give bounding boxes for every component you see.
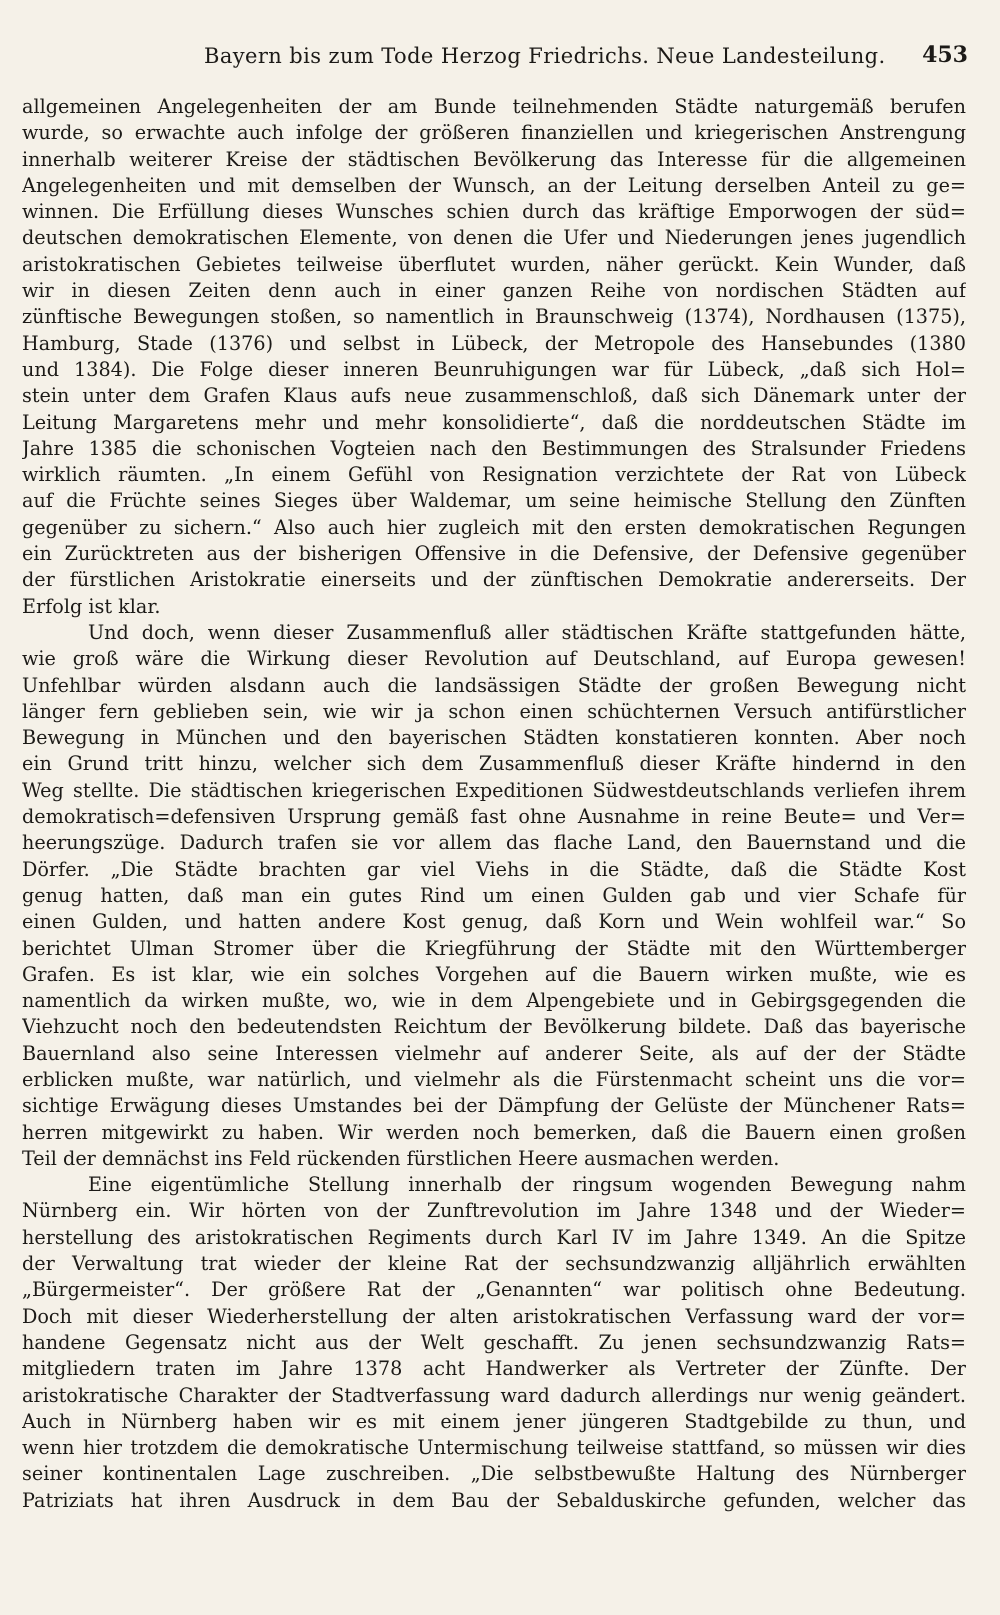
text-line: Jahre 1385 die schonischen Vogteien nach den Bestimmungen des Stralsunder Friedens (22, 436, 966, 460)
text-line: Angelegenheiten und mit demselben der Wunsch, an der Leitung derselben Anteil zu ge= (22, 173, 966, 197)
page-header (24, 40, 968, 76)
text-line: länger fern geblieben sein, wie wir ja schon einen schüchternen Versuch antifürstlicher (22, 699, 966, 723)
text-line: „Bürgermeister“. Der größere Rat der „Genannten“ war politisch ohne Bedeutung. (22, 1278, 966, 1302)
text-line: wie groß wäre die Wirkung dieser Revolution auf Deutschland, auf Europa gewesen! (22, 647, 966, 671)
text-line: Eine eigentümliche Stellung innerhalb der ringsum wogenden Bewegung nahm (88, 1173, 966, 1197)
text-line: handene Gegensatz nicht aus der Welt geschafft. Zu jenen sechsundzwanzig Rats= (22, 1330, 966, 1354)
text-line: zünftische Bewegungen stoßen, so namentlich in Braunschweig (1374), Nordhausen (1375), (22, 305, 966, 329)
text-line: Dörfer. „Die Städte brachten gar viel Viehs in die Städte, daß die Städte Kost (22, 857, 966, 881)
text-line: innerhalb weiterer Kreise der städtischen Bevölkerung das Interesse für die allgemeinen (22, 147, 966, 171)
text-line: Bauernland also seine Interessen vielmehr auf anderer Seite, als auf der der Städte (22, 1041, 966, 1065)
text-line: Bewegung in München und den bayerischen Städten konstatieren konnten. Aber noch (22, 726, 966, 750)
text-line: Nürnberg ein. Wir hörten von der Zunftrevolution im Jahre 1348 und der Wieder= (22, 1199, 966, 1223)
text-line: ein Grund tritt hinzu, welcher sich dem Zusammenfluß dieser Kräfte hindernd in den (22, 752, 966, 776)
text-line: Teil der demnächst ins Feld rückenden fürstlichen Heere ausmachen werden. (22, 1146, 780, 1170)
text-line: Doch mit dieser Wiederherstellung der alten aristokratischen Verfassung ward der vor= (22, 1304, 966, 1328)
text-line: Weg stellte. Die städtischen kriegerischen Expeditionen Südwestdeutschlands verliefen ihrem (22, 778, 966, 802)
text-line: Erfolg ist klar. (22, 594, 161, 618)
text-line: Patriziats hat ihren Ausdruck in dem Bau der Sebalduskirche gefunden, welcher das (22, 1488, 966, 1512)
running-head: Bayern bis zum Tode Herzog Friedrichs. Neue Landesteilung. (204, 44, 886, 68)
text-line: wenn hier trotzdem die demokratische Untermischung teilweise stattfand, so müssen wir dies (22, 1436, 966, 1460)
text-line: deutschen demokratischen Elemente, von denen die Ufer und Niederungen jenes jugendlich (22, 226, 966, 250)
text-line: Hamburg, Stade (1376) und selbst in Lübeck, der Metropole des Hansebundes (1380 (22, 331, 966, 355)
text-line: demokratisch=defensiven Ursprung gemäß fast ohne Ausnahme in reine Beute= und Ver= (22, 805, 966, 829)
text-line: wirklich räumten. „In einem Gefühl von Resignation verzichtete der Rat von Lübeck (22, 463, 966, 487)
text-line: und 1384). Die Folge dieser inneren Beunruhigungen war für Lübeck, „daß sich Hol= (22, 357, 966, 381)
text-line: berichtet Ulman Stromer über die Kriegführung der Städte mit den Württemberger (22, 936, 966, 960)
text-line: aristokratische Charakter der Stadtverfassung ward dadurch allerdings nur wenig geändert. (22, 1383, 966, 1407)
body-text (22, 94, 966, 1514)
text-line: ein Zurücktreten aus der bisherigen Offensive in die Defensive, der Defensive gegenüber (22, 542, 966, 566)
text-line: herstellung des aristokratischen Regiments durch Karl IV im Jahre 1349. An die Spitze (22, 1225, 966, 1249)
text-line: gegenüber zu sichern.“ Also auch hier zugleich mit den ersten demokratischen Regungen (22, 515, 966, 539)
text-line: wir in diesen Zeiten denn auch in einer ganzen Reihe von nordischen Städten auf (22, 279, 966, 303)
text-line: heerungszüge. Dadurch trafen sie vor allem das flache Land, den Bauernstand und die (22, 831, 966, 855)
text-line: namentlich da wirken mußte, wo, wie in dem Alpengebiete und in Gebirgsgegenden die (22, 989, 966, 1013)
page-number: 453 (922, 42, 968, 68)
text-line: einen Gulden, und hatten andere Kost genug, daß Korn und Wein wohlfeil war.“ So (22, 910, 966, 934)
text-line: genug hatten, daß man ein gutes Rind um einen Gulden gab und vier Schafe für (22, 883, 966, 907)
text-line: wurde, so erwachte auch infolge der größeren finanziellen und kriegerischen Anstrengung (22, 121, 966, 145)
text-line: seiner kontinentalen Lage zuschreiben. „Die selbstbewußte Haltung des Nürnberger (22, 1462, 966, 1486)
text-line: mitgliedern traten im Jahre 1378 acht Handwerker als Vertreter der Zünfte. Der (22, 1357, 966, 1381)
text-line: aristokratischen Gebietes teilweise überflutet wurden, näher gerückt. Kein Wunder, daß (22, 252, 966, 276)
text-line: Leitung Margaretens mehr und mehr konsolidierte“, daß die norddeutschen Städte im (22, 410, 966, 434)
text-line: auf die Früchte seines Sieges über Waldemar, um seine heimische Stellung den Zünften (22, 489, 966, 513)
text-line: Auch in Nürnberg haben wir es mit einem jener jüngeren Stadtgebilde zu thun, und (22, 1409, 966, 1433)
text-line: stein unter dem Grafen Klaus aufs neue zusammenschloß, daß sich Dänemark unter der (22, 384, 966, 408)
text-line: Und doch, wenn dieser Zusammenfluß aller städtischen Kräfte stattgefunden hätte, (88, 620, 966, 644)
text-line: herren mitgewirkt zu haben. Wir werden noch bemerken, daß die Bauern einen großen (22, 1120, 966, 1144)
text-line: Grafen. Es ist klar, wie ein solches Vorgehen auf die Bauern wirken mußte, wie es (22, 962, 966, 986)
text-line: erblicken mußte, war natürlich, und vielmehr als die Fürstenmacht scheint uns die vor= (22, 1067, 966, 1091)
text-line: Viehzucht noch den bedeutendsten Reichtum der Bevölkerung bildete. Daß das bayerische (22, 1015, 966, 1039)
text-line: der Verwaltung trat wieder der kleine Rat der sechsundzwanzig alljährlich erwählten (22, 1252, 966, 1276)
text-line: winnen. Die Erfüllung dieses Wunsches schien durch das kräftige Emporwogen der süd= (22, 200, 966, 224)
text-line: der fürstlichen Aristokratie einerseits und der zünftischen Demokratie andererseits. Der (22, 568, 966, 592)
text-line: allgemeinen Angelegenheiten der am Bunde teilnehmenden Städte naturgemäß berufen (22, 95, 966, 118)
text-line: Unfehlbar würden alsdann auch die landsässigen Städte der großen Bewegung nicht (22, 673, 966, 697)
text-line: sichtige Erwägung dieses Umstandes bei der Dämpfung der Gelüste der Münchener Rats= (22, 1094, 966, 1118)
